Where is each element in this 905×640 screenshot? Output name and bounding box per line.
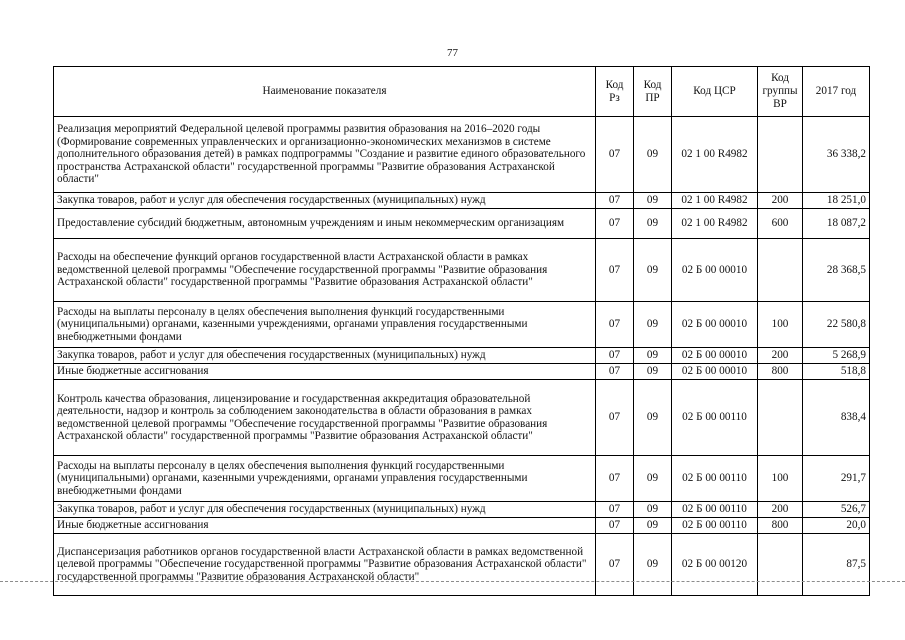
row-name: Расходы на выплаты персоналу в целях обеспечения выполнения функций государственными (муниципальными) органами, казенными учреждениями, органами управления государственными внебюджетными фондами	[54, 456, 596, 502]
table-row	[54, 380, 870, 456]
row-amount: 28 368,5	[803, 239, 870, 302]
row-pr: 09	[634, 534, 672, 596]
row-amount: 18 087,2	[803, 209, 870, 239]
row-rz: 07	[596, 117, 634, 193]
row-csr: 02 Б 00 00110	[672, 380, 758, 456]
row-name: Расходы на выплаты персоналу в целях обеспечения выполнения функций государственными (муниципальными) органами, казенными учреждениями, органами управления государственными внебюджетными фондами	[54, 302, 596, 348]
row-pr: 09	[634, 117, 672, 193]
row-pr: 09	[634, 239, 672, 302]
row-name: Иные бюджетные ассигнования	[54, 518, 596, 534]
table-row	[54, 239, 870, 302]
row-amount: 518,8	[803, 364, 870, 380]
table-row	[54, 518, 870, 534]
row-amount: 87,5	[803, 534, 870, 596]
row-pr: 09	[634, 193, 672, 209]
header-vr: Код группы ВР	[758, 67, 803, 117]
row-vr	[758, 117, 803, 193]
row-csr: 02 1 00 R4982	[672, 117, 758, 193]
row-vr	[758, 239, 803, 302]
row-name: Реализация мероприятий Федеральной целевой программы развития образования на 2016–2020 годы (Формирование современных управленческих и организационно-экономических механизмов в системе дополнительного образования детей) в рамках подпрограммы "Создание и развитие единого образовательного пространства Астраханской области" государственной программы "Развитие образования Астраханской области"	[54, 117, 596, 193]
header-pr: Код ПР	[634, 67, 672, 117]
row-rz: 07	[596, 456, 634, 502]
row-name: Расходы на обеспечение функций органов государственной власти Астраханской области в рамках ведомственной целевой программы "Обеспечение государственной программы "Развитие образования Астраханской области" государственной программы "Развитие образования Астраханской области"	[54, 239, 596, 302]
row-vr: 800	[758, 518, 803, 534]
row-vr: 200	[758, 348, 803, 364]
row-csr: 02 Б 00 00010	[672, 364, 758, 380]
header-row	[54, 67, 870, 117]
row-name: Закупка товаров, работ и услуг для обеспечения государственных (муниципальных) нужд	[54, 193, 596, 209]
row-csr: 02 Б 00 00010	[672, 348, 758, 364]
row-csr: 02 1 00 R4982	[672, 209, 758, 239]
row-csr: 02 1 00 R4982	[672, 193, 758, 209]
row-rz: 07	[596, 239, 634, 302]
row-rz: 07	[596, 502, 634, 518]
row-vr: 200	[758, 193, 803, 209]
row-name: Диспансеризация работников органов государственной власти Астраханской области в рамках ведомственной целевой программы "Обеспечение государственной программы "Развитие образования Астраханской области" государственной программы "Развитие образования Астраханской области"	[54, 534, 596, 596]
row-amount: 838,4	[803, 380, 870, 456]
row-name: Закупка товаров, работ и услуг для обеспечения государственных (муниципальных) нужд	[54, 348, 596, 364]
row-vr: 100	[758, 456, 803, 502]
row-vr: 100	[758, 302, 803, 348]
row-pr: 09	[634, 364, 672, 380]
header-year: 2017 год	[803, 67, 870, 117]
row-rz: 07	[596, 193, 634, 209]
row-rz: 07	[596, 348, 634, 364]
row-amount: 20,0	[803, 518, 870, 534]
row-vr: 800	[758, 364, 803, 380]
row-vr	[758, 380, 803, 456]
page-number: 77	[447, 47, 458, 59]
table-row	[54, 456, 870, 502]
row-amount: 18 251,0	[803, 193, 870, 209]
row-csr: 02 Б 00 00110	[672, 502, 758, 518]
header-name: Наименование показателя	[54, 67, 596, 117]
row-amount: 291,7	[803, 456, 870, 502]
header-csr: Код ЦСР	[672, 67, 758, 117]
table-row	[54, 193, 870, 209]
table-row	[54, 302, 870, 348]
scan-cut-line	[0, 581, 905, 582]
budget-table	[53, 66, 870, 596]
row-pr: 09	[634, 380, 672, 456]
row-csr: 02 Б 00 00010	[672, 302, 758, 348]
row-vr	[758, 534, 803, 596]
row-amount: 22 580,8	[803, 302, 870, 348]
row-pr: 09	[634, 456, 672, 502]
table-row	[54, 534, 870, 596]
row-amount: 36 338,2	[803, 117, 870, 193]
table-row	[54, 348, 870, 364]
row-rz: 07	[596, 534, 634, 596]
row-name: Закупка товаров, работ и услуг для обеспечения государственных (муниципальных) нужд	[54, 502, 596, 518]
row-name: Предоставление субсидий бюджетным, автономным учреждениям и иным некоммерческим организациям	[54, 209, 596, 239]
row-rz: 07	[596, 302, 634, 348]
row-csr: 02 Б 00 00010	[672, 239, 758, 302]
row-csr: 02 Б 00 00120	[672, 534, 758, 596]
row-amount: 526,7	[803, 502, 870, 518]
table-row	[54, 364, 870, 380]
row-amount: 5 268,9	[803, 348, 870, 364]
table-row	[54, 502, 870, 518]
row-pr: 09	[634, 302, 672, 348]
row-rz: 07	[596, 380, 634, 456]
row-name: Иные бюджетные ассигнования	[54, 364, 596, 380]
row-vr: 200	[758, 502, 803, 518]
row-vr: 600	[758, 209, 803, 239]
row-pr: 09	[634, 348, 672, 364]
table-row	[54, 209, 870, 239]
row-pr: 09	[634, 518, 672, 534]
table-row	[54, 117, 870, 193]
row-pr: 09	[634, 502, 672, 518]
row-name: Контроль качества образования, лицензирование и государственная аккредитация образовательной деятельности, надзор и контроль за соблюдением законодательства в области образования в рамках ведомственной целевой программы "Обеспечение государственной программы "Развитие образования Астраханской области" государственной программы "Развитие образования Астраханской области"	[54, 380, 596, 456]
row-rz: 07	[596, 518, 634, 534]
row-csr: 02 Б 00 00110	[672, 518, 758, 534]
row-rz: 07	[596, 364, 634, 380]
row-csr: 02 Б 00 00110	[672, 456, 758, 502]
row-pr: 09	[634, 209, 672, 239]
row-rz: 07	[596, 209, 634, 239]
header-rz: Код Рз	[596, 67, 634, 117]
